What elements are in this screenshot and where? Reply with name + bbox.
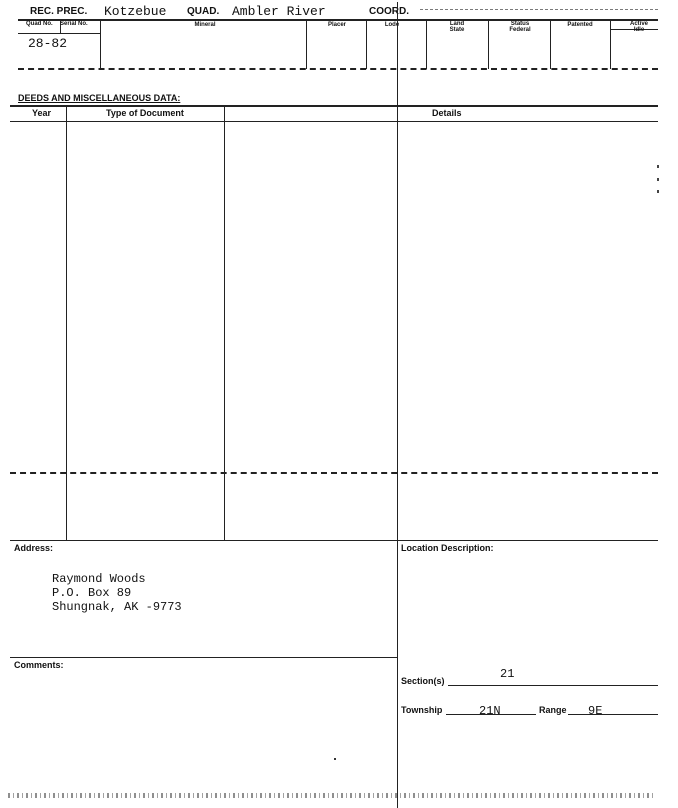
address-line-1: Raymond Woods [52,572,146,586]
col-mineral: Mineral [194,22,216,28]
address-top-rule [10,540,658,541]
coord-label: COORD. [369,6,409,17]
record-dashed-rule [18,68,658,70]
address-block[interactable] [52,572,182,614]
col-placer: Placer [327,22,346,28]
quad-no-value[interactable]: 28-82 [28,36,68,51]
col-active-idle: Active Idle [629,21,648,33]
deeds-top-rule [10,105,658,107]
sections-value[interactable]: 21 [500,667,515,681]
rec-prec-label: REC. PREC. [30,6,88,17]
page-center-divider [397,2,398,808]
col-quad-no: Quad No. [26,21,53,27]
coord-dashes [420,9,658,10]
col-type-of-document: Type of Document [106,108,184,118]
col-status-federal: Status Federal [509,21,531,33]
address-label: Address: [14,543,54,553]
header-rule [18,19,658,21]
quad-no-rule [18,33,100,34]
quad-label: QUAD. [187,6,220,17]
deeds-header-rule [10,121,658,122]
scan-edge-noise [8,793,656,798]
location-description-label: Location Description: [401,543,494,553]
type-divider [224,105,225,541]
deeds-dashed-rule [10,472,658,474]
address-line-3: Shungnak, AK -9773 [52,600,182,614]
col-lode: Lode [384,22,400,28]
quad-value[interactable]: Ambler River [232,4,326,19]
address-line-2: P.O. Box 89 [52,586,132,600]
township-label: Township [401,705,443,715]
col-patented: Patented [567,22,593,28]
col-land-state: Land State [449,21,465,33]
comments-label: Comments: [14,660,64,670]
col-serial-no: Serial No. [60,21,88,27]
rec-prec-value[interactable]: Kotzebue [104,4,167,19]
sections-label: Section(s) [401,676,445,686]
comments-top-rule [10,657,397,658]
col-details: Details [432,108,462,118]
year-divider [66,105,67,541]
township-value[interactable]: 21N [479,704,501,718]
range-label: Range [539,705,567,715]
deeds-section-label: DEEDS AND MISCELLANEOUS DATA: [18,93,181,103]
range-value[interactable]: 9E [588,704,603,718]
col-year: Year [32,108,52,118]
